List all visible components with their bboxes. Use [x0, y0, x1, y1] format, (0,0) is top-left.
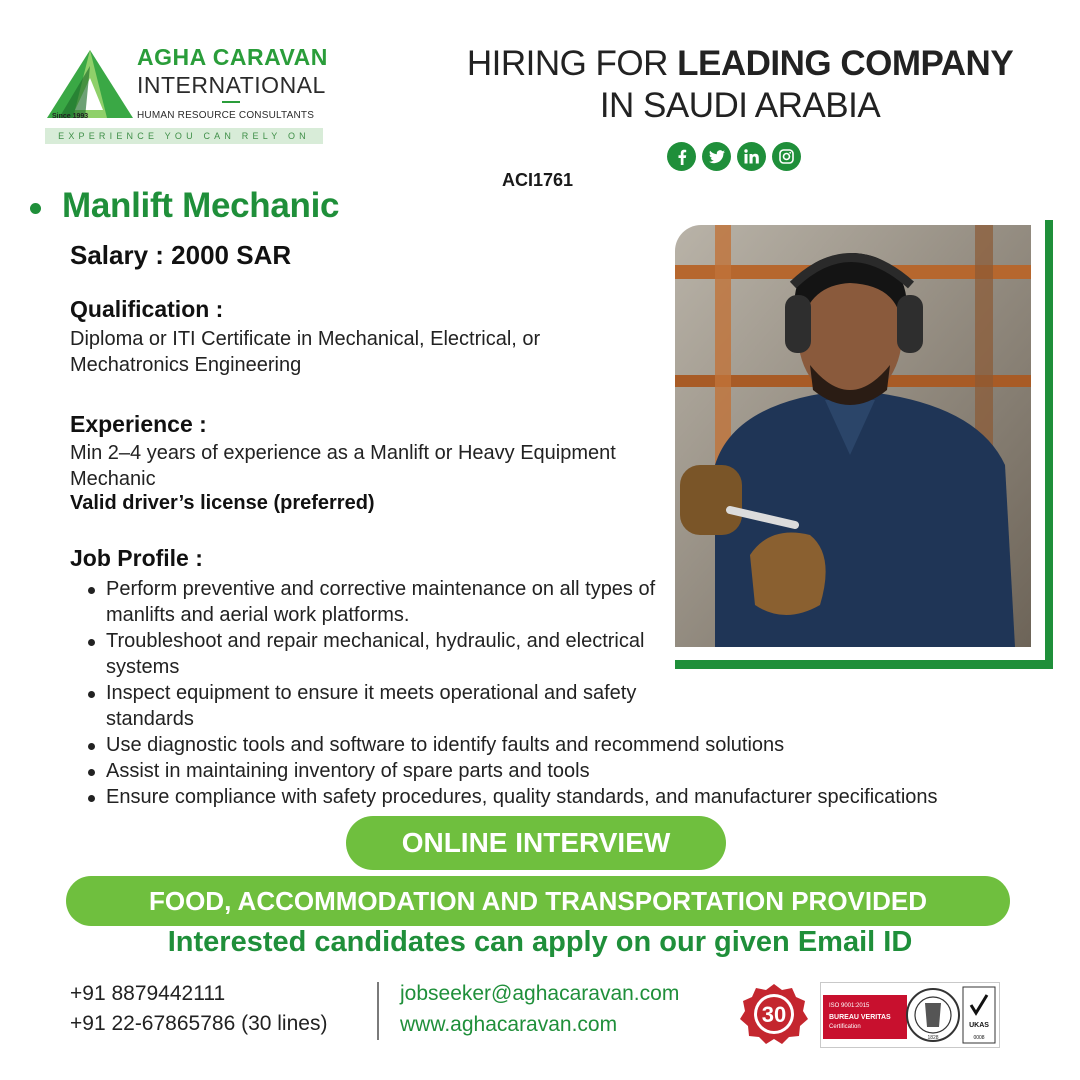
- experience-text: Min 2–4 years of experience as a Manlift or Heavy Equipment Mechanic: [70, 442, 616, 490]
- online-interview-badge: ONLINE INTERVIEW: [346, 816, 726, 870]
- header-bold: LEADING COMPANY: [677, 44, 1014, 83]
- job-code: ACI1761: [502, 170, 574, 190]
- cert-year: 1828: [927, 1035, 939, 1041]
- brand-name-line2: INTERNATIONAL: [137, 72, 326, 98]
- brand-name-line1: AGHA CARAVAN: [137, 44, 328, 70]
- instagram-icon[interactable]: [772, 142, 801, 171]
- brand-divider: [222, 101, 240, 103]
- salary: Salary : 2000 SAR: [70, 240, 292, 270]
- header-regular: HIRING FOR: [466, 44, 678, 83]
- facebook-icon[interactable]: [667, 142, 696, 171]
- title-bullet: [30, 203, 41, 214]
- header-line2: IN SAUDI ARABIA: [599, 86, 881, 125]
- list-item: Perform preventive and corrective maintenance on all types of manlifts and aerial work platforms.: [88, 576, 666, 628]
- list-item: Use diagnostic tools and software to identify faults and recommend solutions: [88, 732, 986, 758]
- certification-badge: [820, 982, 1000, 1048]
- brand-subtitle: HUMAN RESOURCE CONSULTANTS: [137, 110, 315, 121]
- license-requirement: Valid driver’s license (preferred): [70, 492, 375, 514]
- phone-number-2[interactable]: +91 22-67865786 (30 lines): [70, 1012, 328, 1035]
- list-item: Assist in maintaining inventory of spare parts and tools: [88, 758, 986, 784]
- list-item: Ensure compliance with safety procedures, quality standards, and manufacturer specifications: [88, 784, 986, 810]
- apply-instruction: Interested candidates can apply on our given Email ID: [167, 926, 913, 958]
- header-line1: [430, 44, 1050, 84]
- job-profile-heading: Job Profile :: [70, 545, 203, 571]
- ukas-code: 0008: [973, 1035, 985, 1041]
- cert-bv: BUREAU VERITAS: [829, 1014, 891, 1021]
- qualification-heading: Qualification :: [70, 296, 224, 322]
- twitter-icon[interactable]: [702, 142, 731, 171]
- since-label: Since 1993: [52, 113, 89, 120]
- list-item: Troubleshoot and repair mechanical, hydraulic, and electrical systems: [88, 628, 666, 680]
- job-title: Manlift Mechanic: [62, 186, 340, 225]
- cert-iso: ISO 9001:2015: [829, 1003, 870, 1009]
- anniversary-number: 30: [761, 1002, 787, 1027]
- mechanic-photo: [675, 225, 1031, 647]
- qualification-text: Diploma or ITI Certificate in Mechanical, Electrical, or Mechatronics Engineering: [70, 328, 541, 376]
- experience-heading: Experience :: [70, 411, 207, 437]
- anniversary-badge-icon: [738, 982, 810, 1044]
- ukas-label: UKAS: [969, 1022, 989, 1029]
- phone-number-1[interactable]: +91 8879442111: [70, 982, 226, 1005]
- contact-divider: [377, 982, 379, 1040]
- email-link[interactable]: jobseeker@aghacaravan.com: [400, 982, 680, 1005]
- cert-label: Certification: [829, 1024, 861, 1030]
- benefits-banner: FOOD, ACCOMMODATION AND TRANSPORTATION PROVIDED: [66, 876, 1010, 926]
- social-links: [667, 142, 801, 171]
- triangle-logo-icon: [45, 48, 135, 120]
- linkedin-icon[interactable]: [737, 142, 766, 171]
- list-item: Inspect equipment to ensure it meets operational and safety standards: [88, 680, 696, 732]
- website-link[interactable]: www.aghacaravan.com: [400, 1013, 618, 1036]
- brand-tagline: EXPERIENCE YOU CAN RELY ON: [58, 131, 310, 141]
